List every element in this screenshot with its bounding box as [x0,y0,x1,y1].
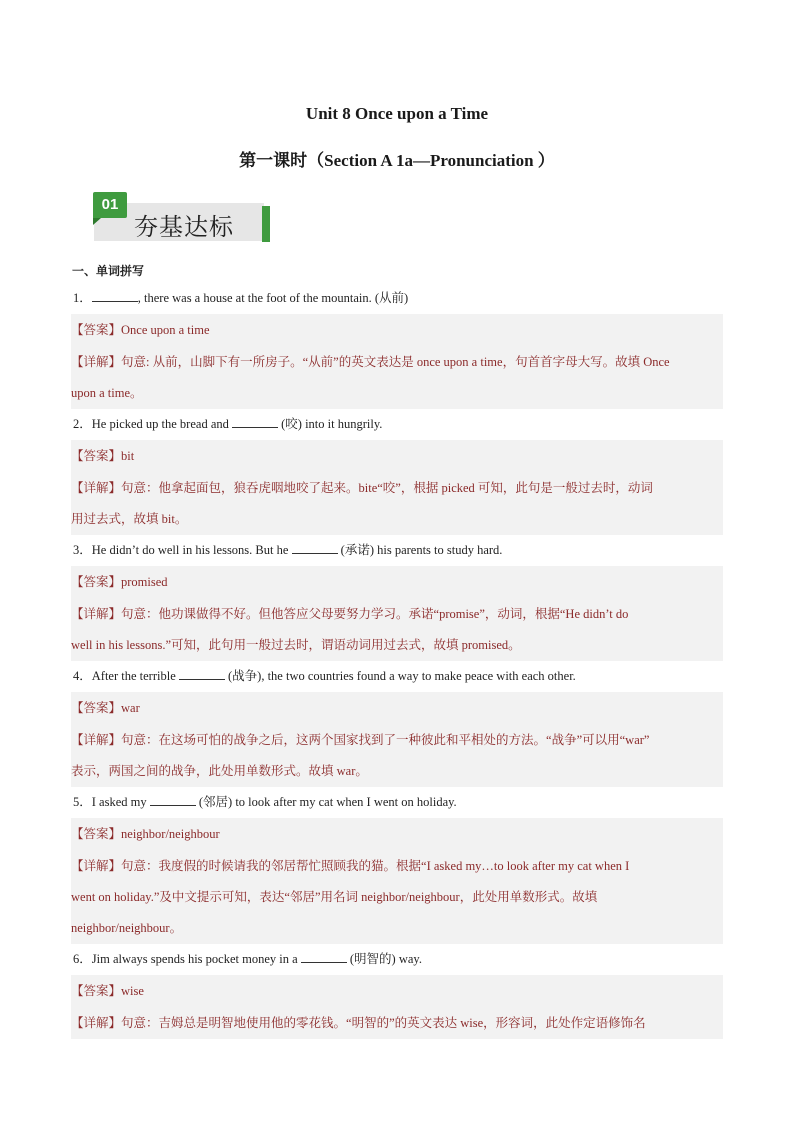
answer-value: wise [121,984,144,998]
detail-line [71,882,723,913]
detail-line [71,378,723,409]
question-text-after: (邻居) to look after my cat when I went on holiday. [195,795,457,809]
section-heading: 一、单词拼写 [72,264,145,278]
detail-line [71,850,723,882]
answer-line [71,440,723,472]
detail-line [71,1007,723,1039]
question-number: 3． [73,543,92,557]
question-item [71,787,723,818]
answer-box [71,566,723,661]
answer-label: 【答案】 [71,983,122,998]
detail-text: 用过去式，故填 bit。 [71,512,188,526]
answer-label: 【答案】 [71,700,122,715]
question-text-before: He didn’t do well in his lessons. But he [91,543,292,557]
answer-label: 【答案】 [71,574,122,589]
detail-text: neighbor/neighbour。 [71,921,183,935]
answer-line [71,975,723,1007]
answer-blank [292,539,338,554]
detail-line [71,598,723,630]
question-item [71,944,723,975]
detail-label: 【详解】 [71,858,122,873]
detail-label: 【详解】 [71,732,122,747]
answer-line [71,566,723,598]
question-item [71,535,723,566]
detail-line [71,756,723,787]
question-text-after: (战争), the two countries found a way to make peace with each other. [224,669,576,683]
detail-label: 【详解】 [71,1015,122,1030]
question-text-after: , there was a house at the foot of the mountain. (从前) [137,291,409,305]
answer-value: neighbor/neighbour [121,827,220,841]
detail-text: went on holiday.”及中文提示可知，表达“邻居”用名词 neighbor/neighbour，此处用单数形式。故填 [71,890,598,904]
badge-title: 夯基达标 [134,213,234,241]
detail-line [71,630,723,661]
question-text-before: After the terrible [91,669,179,683]
detail-line [71,346,723,378]
badge-accent-bar [262,206,270,242]
detail-text: 句意：吉姆总是明智地使用他的零花钱。“明智的”的英文表达 wise，形容词，此处作定语修饰名 [121,1016,646,1030]
detail-line [71,724,723,756]
detail-text: 句意：他功课做得不好。但他答应父母要努力学习。承诺“promise”，动词，根据“He didn’t do [121,607,629,621]
question-text-before: He picked up the bread and [91,417,232,431]
answer-blank [150,791,196,806]
question-item [71,661,723,692]
answer-value: promised [121,575,168,589]
detail-text: 句意：他拿起面包，狼吞虎咽地咬了起来。bite“咬”，根据 picked 可知，此句是一般过去时，动词 [121,481,653,495]
answer-value: war [121,701,140,715]
answer-label: 【答案】 [71,826,122,841]
question-text-after: (明智的) way. [346,952,422,966]
question-text-after: (承诺) his parents to study hard. [337,543,503,557]
question-number: 2． [73,417,92,431]
detail-label: 【详解】 [71,354,122,369]
question-text-after: (咬) into it hungrily. [278,417,383,431]
question-item [71,409,723,440]
badge-tail-shape [93,218,101,225]
answer-blank [92,287,138,302]
answer-line [71,818,723,850]
detail-text: 句意: 从前，山脚下有一所房子。“从前”的英文表达是 once upon a time，句首首字母大写。故填 Once [121,355,670,369]
question-number: 6． [73,952,92,966]
answer-label: 【答案】 [71,322,122,337]
answer-line [71,314,723,346]
detail-text: 表示，两国之间的战争，此处用单数形式。故填 war。 [71,764,368,778]
detail-label: 【详解】 [71,606,122,621]
answer-box [71,440,723,535]
detail-line [71,504,723,535]
detail-text: well in his lessons.”可知，此句用一般过去时，谓语动词用过去式，故填 promised。 [71,638,521,652]
question-number: 5． [73,795,92,809]
page-title: Unit 8 Once upon a Time [305,104,489,123]
detail-text: upon a time。 [71,386,143,400]
detail-line [71,472,723,504]
answer-box [71,314,723,409]
question-list [71,283,723,1039]
answer-line [71,692,723,724]
answer-box [71,692,723,787]
question-number: 4． [73,669,92,683]
page-subtitle: 第一课时（Section A 1a—Pronunciation ） [239,151,555,170]
answer-blank [301,948,347,963]
question-item [71,283,723,314]
question-number: 1． [73,291,92,305]
detail-label: 【详解】 [71,480,122,495]
answer-blank [179,665,225,680]
badge-number: 01 [93,192,127,218]
answer-value: Once upon a time [121,323,210,337]
answer-box [71,975,723,1039]
section-badge [84,189,274,245]
answer-value: bit [121,449,135,463]
detail-text: 句意：我度假的时候请我的邻居帮忙照顾我的猫。根据“I asked my…to look after my cat when I [121,859,630,873]
question-text-before: Jim always spends his pocket money in a [91,952,301,966]
detail-line [71,913,723,944]
question-text-before: I asked my [91,795,150,809]
answer-box [71,818,723,944]
answer-blank [232,413,278,428]
answer-label: 【答案】 [71,448,122,463]
detail-text: 句意：在这场可怕的战争之后，这两个国家找到了一种彼此和平相处的方法。“战争”可以用“war” [121,733,650,747]
